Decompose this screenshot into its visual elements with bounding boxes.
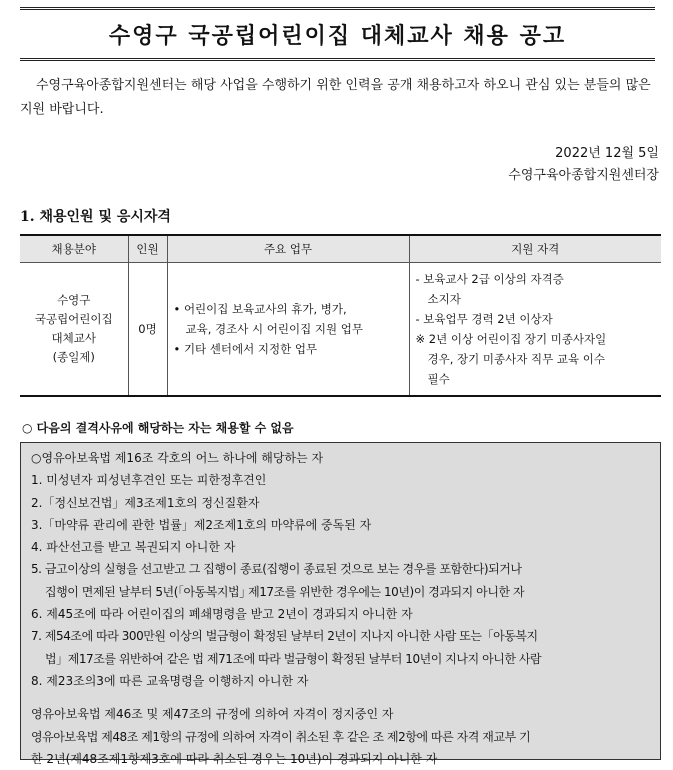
section2-heading: ○ 다음의 결격사유에 해당하는 자는 채용할 수 없음 bbox=[22, 421, 294, 435]
header-field: 채용분야 bbox=[20, 235, 128, 263]
table-row bbox=[20, 263, 661, 396]
cell-field bbox=[20, 263, 128, 396]
list-item-continuation: 집행이 면제된 날부터 5년(｢아동복지법｣ 제17조를 위반한 경우에는 10년)이 경과되지 아니한 자 bbox=[45, 584, 525, 599]
list-item: 3.「마약류 관리에 관한 법률」제2조제1호의 마약류에 중독된 자 bbox=[31, 517, 372, 532]
cell-count: 0명 bbox=[128, 263, 167, 396]
disqualification-box bbox=[20, 442, 661, 766]
qualification-line: 필수 bbox=[427, 371, 450, 386]
list-item: 7. 제54조에 따라 300만원 이상의 벌금형이 확정된 날부터 2년이 지나지 아니한 사람 또는「아동복지 bbox=[31, 629, 538, 644]
field-line: (종일제) bbox=[52, 349, 95, 364]
intro-paragraph: 수영구육아종합지원센터는 해당 사업을 수행하기 위한 인력을 공개 채용하고자 하오니 관심 있는 분들의 많은 지원 바랍니다. bbox=[20, 78, 651, 117]
header-duties: 주요 업무 bbox=[167, 235, 409, 263]
section1-heading: 1. 채용인원 및 응시자격 bbox=[20, 209, 171, 225]
field-line: 국공립어린이집 bbox=[34, 311, 113, 326]
duty-line: • 어린이집 보육교사의 휴가, 병가, bbox=[173, 301, 347, 316]
extra-item: 영유아보육법 제48조 제1항의 규정에 의하여 자격이 취소된 후 같은 조 제2항에 따른 자격 재교부 기 bbox=[31, 729, 531, 744]
cell-qualifications bbox=[409, 263, 661, 396]
list-item: 8. 제23조의3에 따른 교육명령을 이행하지 아니한 자 bbox=[31, 673, 309, 688]
qualification-line: 소지자 bbox=[427, 291, 461, 306]
disqualification-header: ○영유아보육법 제16조 각호의 어느 하나에 해당하는 자 bbox=[31, 451, 324, 465]
page-title: 수영구 국공립어린이집 대체교사 채용 공고 bbox=[20, 7, 655, 61]
qualification-line: - 보육교사 2급 이상의 자격증 bbox=[415, 271, 564, 286]
qualification-line: ※ 2년 이상 어린이집 장기 미종사자일 bbox=[415, 331, 607, 346]
header-count: 인원 bbox=[128, 235, 167, 263]
duty-line: 교육, 경조사 시 어린이집 지원 업무 bbox=[185, 321, 363, 336]
qualification-line: 경우, 장기 미종사자 직무 교육 이수 bbox=[427, 351, 605, 366]
announcement-date: 2022년 12월 5일 bbox=[555, 146, 659, 161]
list-item: 1. 미성년자 피성년후견인 또는 피한정후견인 bbox=[31, 473, 267, 488]
field-line: 대체교사 bbox=[51, 330, 96, 345]
list-item-continuation: 법」제17조를 위반하여 같은 법 제71조에 따라 벌금형이 확정된 날부터 10년이 지나지 아니한 사람 bbox=[45, 651, 542, 666]
table-header-row bbox=[20, 235, 661, 263]
list-item: 4. 파산선고를 받고 복권되지 아니한 자 bbox=[31, 540, 236, 555]
organization-name: 수영구육아종합지원센터장 bbox=[508, 168, 659, 183]
extra-item: 한 2년(제48조제1항제3호에 따라 취소된 경우는 10년)이 경과되지 아니한 자 bbox=[31, 751, 438, 766]
field-line: 수영구 bbox=[57, 292, 91, 307]
qualification-line: - 보육업무 경력 2년 이상자 bbox=[415, 311, 553, 326]
duty-line: • 기타 센터에서 지정한 업무 bbox=[173, 341, 318, 356]
list-item: 2.「정신보건법」제3조제1호의 정신질환자 bbox=[31, 495, 260, 510]
list-item: 6. 제45조에 따라 어린이집의 폐쇄명령을 받고 2년이 경과되지 아니한 자 bbox=[31, 607, 413, 622]
extra-item: 영유아보육법 제46조 및 제47조의 규정에 의하여 자격이 정지중인 자 bbox=[31, 707, 394, 722]
recruitment-table bbox=[20, 234, 661, 397]
header-qualifications: 지원 자격 bbox=[409, 235, 661, 263]
list-item: 5. 금고이상의 실형을 선고받고 그 집행이 종료(집행이 종료된 것으로 보는 경우를 포함한다)되거나 bbox=[31, 562, 522, 577]
cell-duties bbox=[167, 263, 409, 396]
